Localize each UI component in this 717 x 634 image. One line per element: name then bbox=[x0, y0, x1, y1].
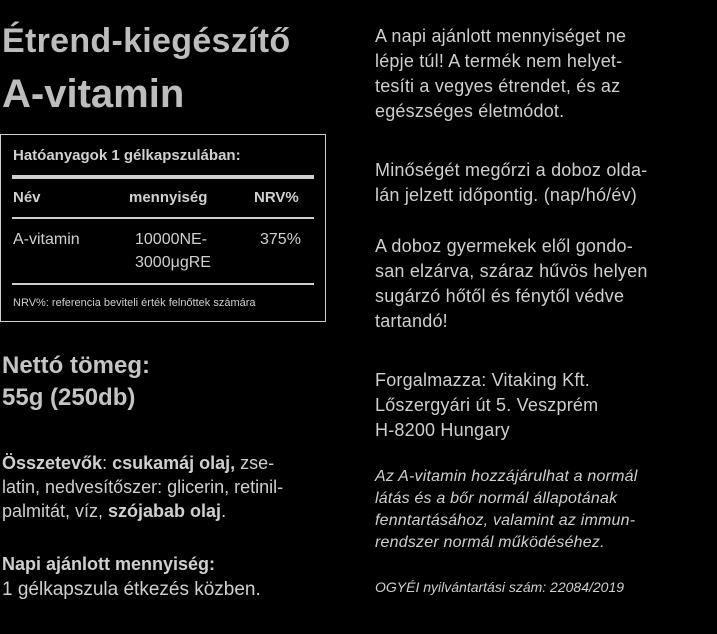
column-header-nrv: NRV% bbox=[254, 189, 299, 206]
storage-line: sugárzó hőtől és fénytől védve bbox=[375, 286, 625, 306]
warning-line: A napi ajánlott mennyiséget ne bbox=[375, 26, 627, 46]
best-before-line: lán jelzett időpontig. (nap/hó/év) bbox=[375, 185, 637, 205]
distributor-line: Forgalmazza: Vitaking Kft. bbox=[375, 370, 590, 390]
ingredients-text bbox=[2, 451, 332, 523]
column-header-amount: mennyiség bbox=[129, 189, 208, 206]
warning-line: lépje túl! A termék nem helyet- bbox=[375, 51, 623, 71]
best-before-paragraph bbox=[375, 158, 705, 208]
net-weight-value: 55g (250db) bbox=[2, 384, 136, 411]
best-before-line: Minőségét megőrzi a doboz olda- bbox=[375, 160, 648, 180]
health-claim-line: fenntartásához, valamint az immun- bbox=[375, 512, 636, 529]
warning-paragraph bbox=[375, 24, 705, 124]
ingredients-line-2: latin, nedvesítőszer: glicerin, retinil- bbox=[2, 477, 284, 497]
table-divider-thick bbox=[12, 175, 314, 179]
storage-line: san elzárva, száraz hűvös helyen bbox=[375, 261, 648, 281]
registration-number: OGYÉI nyilvántartási szám: 22084/2019 bbox=[375, 579, 625, 595]
health-claim-line: rendszer normál működéséhez. bbox=[375, 534, 605, 551]
table-divider-bottom bbox=[12, 283, 314, 285]
table-footnote: NRV%: referencia beviteli érték felnőttek számára bbox=[13, 297, 256, 309]
table-cell-nrv: 375% bbox=[260, 231, 301, 248]
storage-line: tartandó! bbox=[375, 311, 448, 331]
health-claim-line: Az A-vitamin hozzájárulhat a normál bbox=[375, 468, 638, 485]
table-cell-amount-line1: 10000NE- bbox=[135, 231, 208, 248]
product-name-title: A-vitamin bbox=[2, 72, 185, 116]
ingredient-bold-1: csukamáj olaj, bbox=[112, 453, 236, 473]
net-weight-label: Nettó tömeg: bbox=[2, 352, 150, 379]
table-cell-name: A-vitamin bbox=[13, 231, 80, 248]
column-header-name: Név bbox=[13, 189, 41, 206]
daily-dose-text: 1 gélkapszula étkezés közben. bbox=[2, 579, 261, 600]
product-category-title: Étrend-kiegészítő bbox=[2, 22, 291, 60]
ingredients-end: . bbox=[221, 501, 227, 521]
storage-paragraph bbox=[375, 234, 705, 334]
ingredients-label: Összetevők bbox=[2, 453, 103, 473]
active-ingredients-table bbox=[0, 134, 326, 322]
health-claim-paragraph bbox=[375, 466, 705, 554]
table-heading: Hatóanyagok 1 gélkapszulában: bbox=[13, 147, 241, 164]
health-claim-line: látás és a bőr normál állapotának bbox=[375, 490, 618, 507]
table-divider bbox=[12, 217, 314, 219]
net-weight bbox=[2, 350, 150, 414]
ingredient-bold-2: szójabab olaj bbox=[108, 501, 222, 521]
table-cell-amount-line2: 3000μgRE bbox=[135, 254, 211, 271]
distributor-line: H-8200 Hungary bbox=[375, 420, 510, 440]
warning-line: egészséges életmódot. bbox=[375, 101, 565, 121]
daily-dose-heading: Napi ajánlott mennyiség: bbox=[2, 554, 216, 574]
ingredients-text-1: zse- bbox=[235, 453, 275, 473]
distributor-paragraph bbox=[375, 368, 705, 443]
ingredients-text-3: palmitát, víz, bbox=[2, 501, 109, 521]
storage-line: A doboz gyermekek elől gondo- bbox=[375, 236, 633, 256]
warning-line: tesíti a vegyes étrendet, és az bbox=[375, 76, 621, 96]
distributor-line: Lőszergyári út 5. Veszprém bbox=[375, 395, 599, 415]
ingredients-sep: : bbox=[102, 453, 113, 473]
